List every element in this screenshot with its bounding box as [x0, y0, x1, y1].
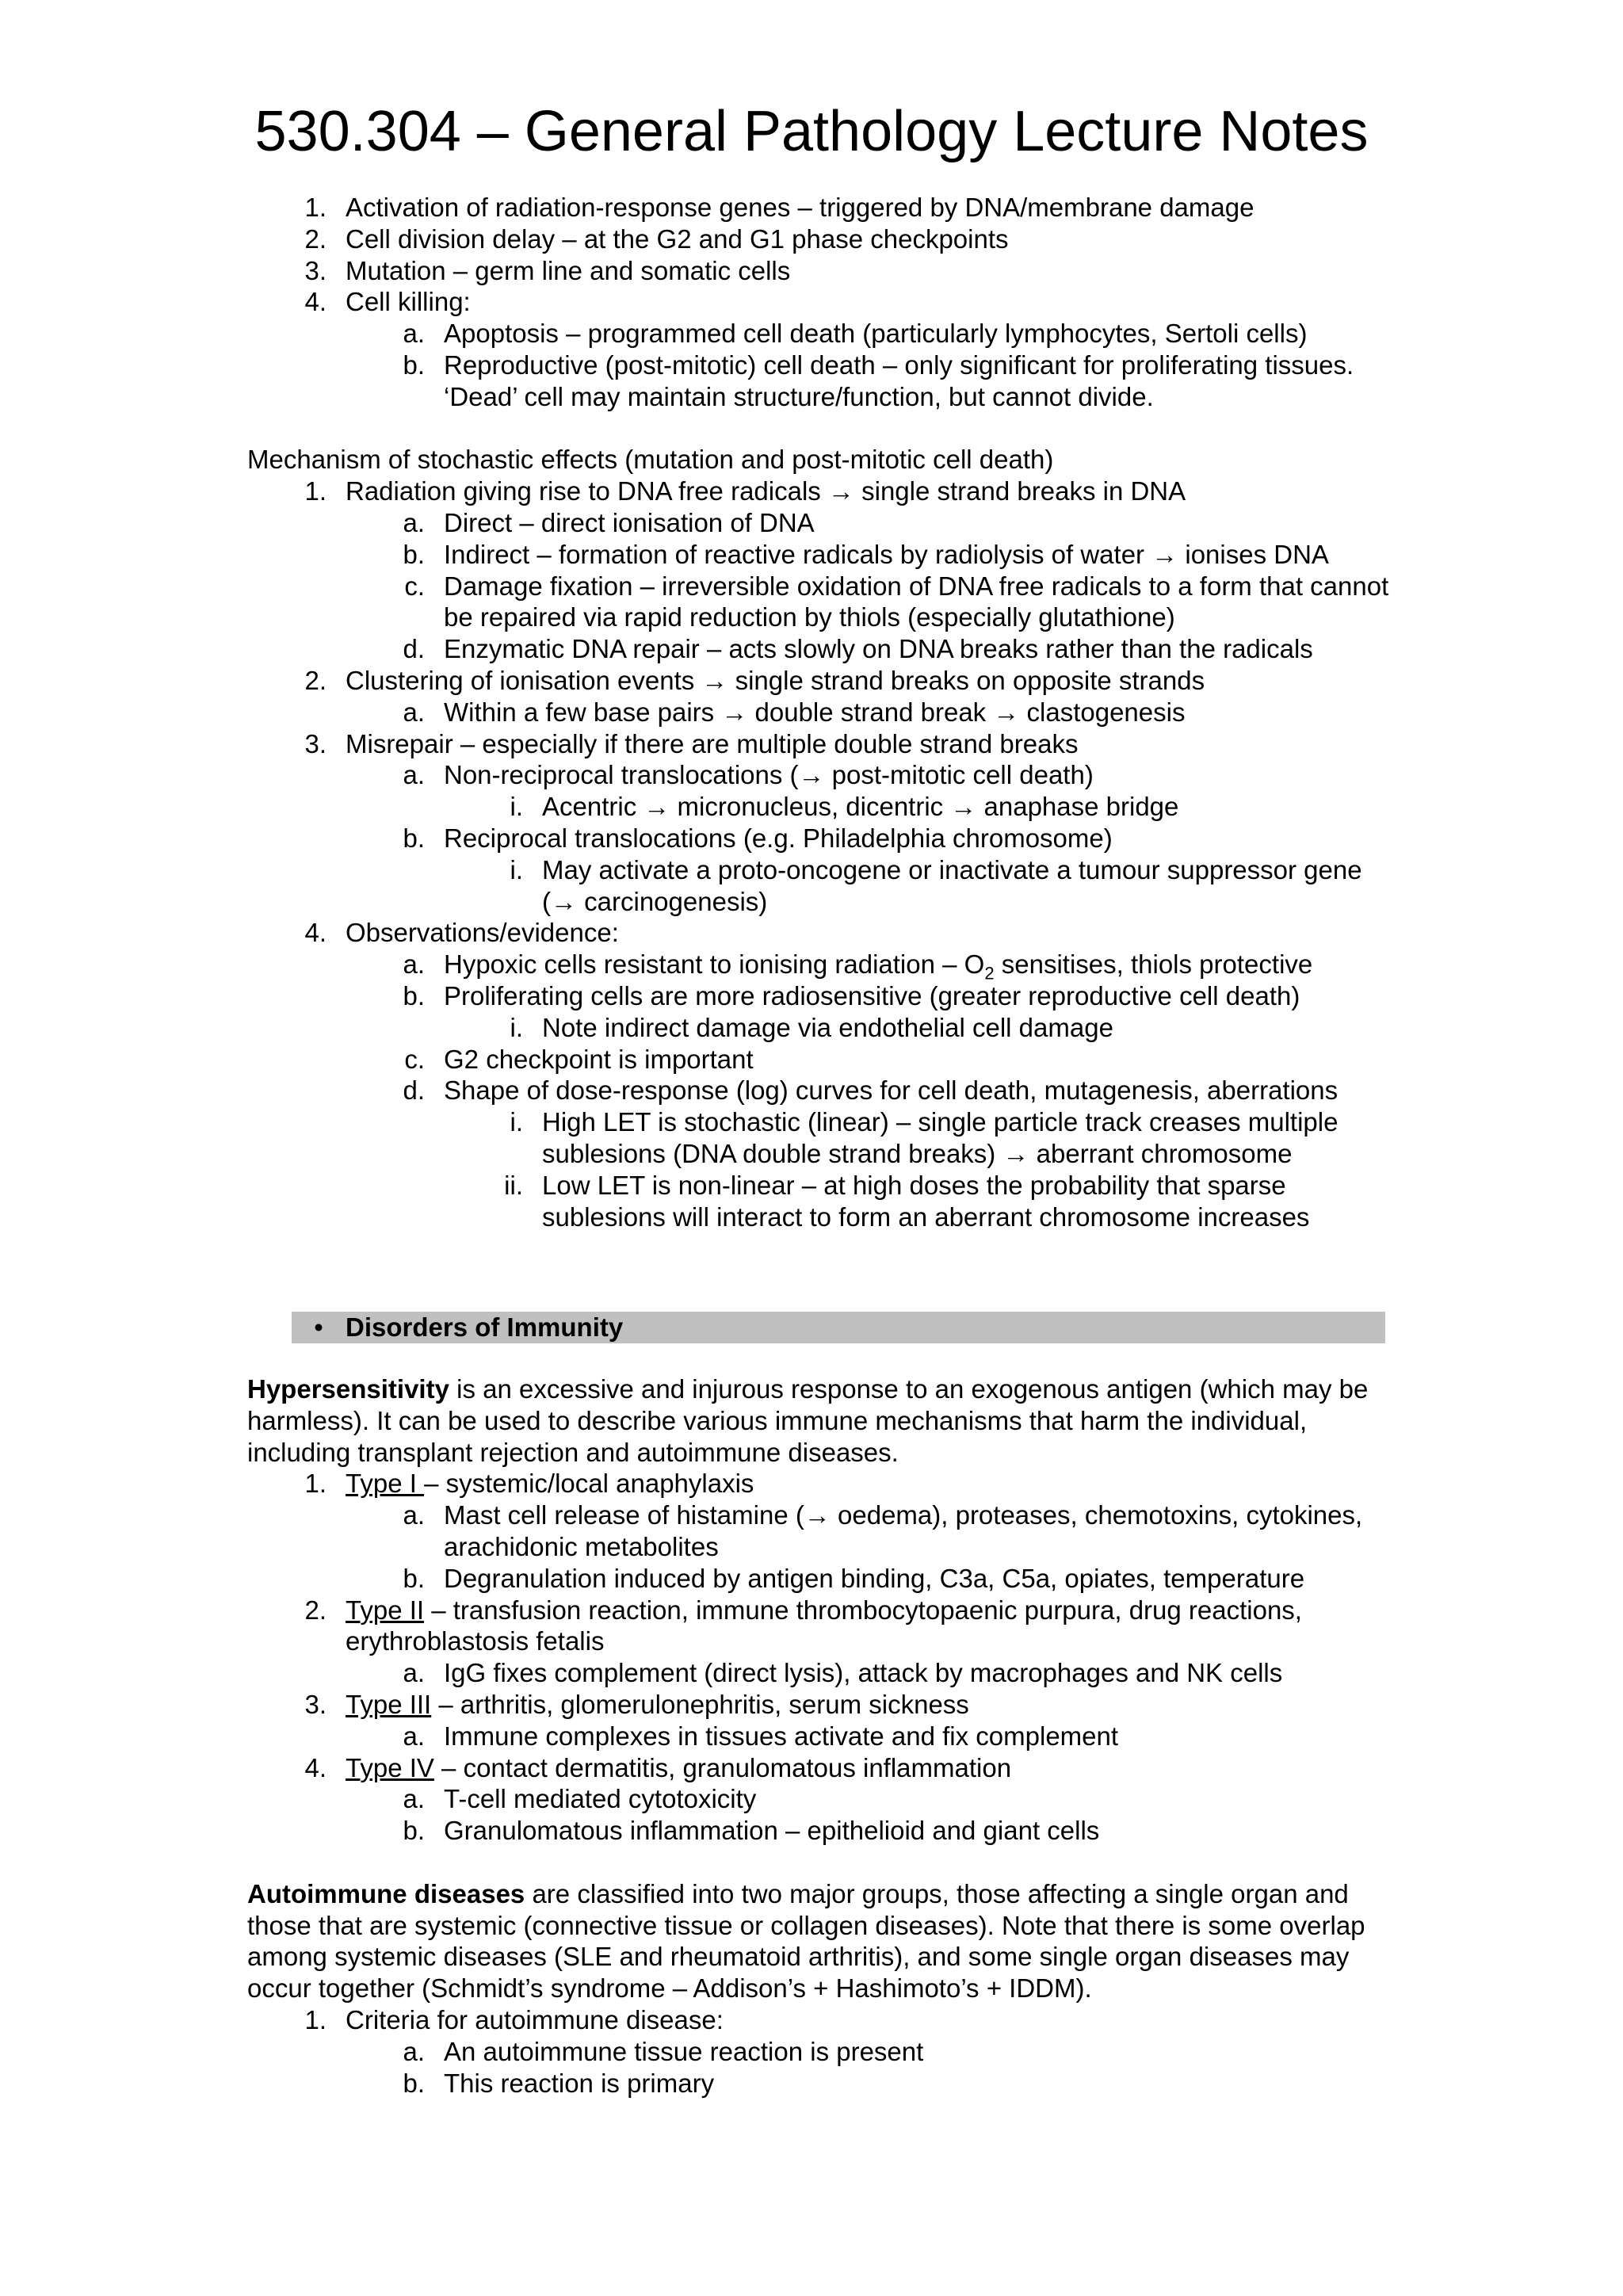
list-item	[247, 1563, 1396, 1595]
list-item-text: Type I – systemic/local anaphylaxis	[346, 1469, 754, 1499]
list-item-text: Mutation – germ line and somatic cells	[346, 255, 791, 285]
list-item-text: Apoptosis – programmed cell death (particularly lymphocytes, Sertoli cells)	[444, 319, 1308, 349]
list-marker: c.	[404, 1044, 425, 1074]
document-body	[247, 192, 1396, 2099]
list-marker: a.	[403, 760, 425, 790]
list-item	[247, 476, 1396, 507]
list-item	[247, 633, 1396, 665]
list-marker: a.	[403, 1500, 425, 1530]
list-item	[247, 1689, 1396, 1721]
list-item-text: Criteria for autoimmune disease:	[346, 2005, 724, 2035]
list-item-text: High LET is stochastic (linear) – single particle track creases multiple sublesions (DNA double strand breaks) → aberrant chromosome	[542, 1107, 1338, 1168]
list-item	[247, 1595, 1396, 1658]
list-item-text: Low LET is non-linear – at high doses the probability that sparse sublesions will interact to form an aberrant chromosome increases	[542, 1170, 1310, 1232]
list-item-text: Degranulation induced by antigen binding, C3a, C5a, opiates, temperature	[444, 1563, 1305, 1593]
list-item-text: Enzymatic DNA repair – acts slowly on DNA breaks rather than the radicals	[444, 634, 1313, 664]
list-marker: b.	[403, 2068, 425, 2098]
list-marker: a.	[403, 1784, 425, 1814]
list-marker: c.	[404, 571, 425, 601]
list-marker: 1.	[304, 2005, 327, 2035]
list-item	[247, 223, 1396, 255]
list-item-text: Damage fixation – irreversible oxidation of DNA free radicals to a form that cannot be repaired via rapid reduction by thiols (especially glutathione)	[444, 571, 1389, 632]
list-item-text: Non-reciprocal translocations (→ post-mitotic cell death)	[444, 760, 1094, 790]
list-item-text: Type II – transfusion reaction, immune thrombocytopaenic purpura, drug reactions, erythroblastosis fetalis	[346, 1595, 1302, 1656]
mechanism-heading: Mechanism of stochastic effects (mutation and post-mitotic cell death)	[247, 445, 1054, 475]
list-marker: b.	[403, 1563, 425, 1593]
list-item-text: Within a few base pairs → double strand break → clastogenesis	[444, 697, 1186, 727]
list-item-text: Clustering of ionisation events → single strand breaks on opposite strands	[346, 665, 1205, 695]
list-item-text: Note indirect damage via endothelial cell damage	[542, 1012, 1113, 1042]
list-item-text: Cell division delay – at the G2 and G1 phase checkpoints	[346, 223, 1009, 254]
term-hypersensitivity: Hypersensitivity	[247, 1374, 449, 1404]
list-marker: a.	[403, 507, 425, 537]
list-item	[247, 318, 1396, 350]
list-item	[247, 1815, 1396, 1847]
list-marker: 1.	[304, 193, 327, 222]
list-item-text: Shape of dose-response (log) curves for cell death, mutagenesis, aberrations	[444, 1075, 1338, 1106]
list-marker: 4.	[304, 918, 327, 948]
list-marker: b.	[403, 823, 425, 853]
list-marker: a.	[403, 2036, 425, 2066]
list-item	[247, 759, 1396, 791]
list-item	[247, 1657, 1396, 1689]
list-marker: 3.	[304, 1690, 327, 1720]
list-item-text: IgG fixes complement (direct lysis), attack by macrophages and NK cells	[444, 1658, 1283, 1688]
list-marker: b.	[403, 1816, 425, 1846]
list-item-text: Misrepair – especially if there are multiple double strand breaks	[346, 728, 1079, 758]
list-marker: 3.	[304, 255, 327, 285]
list-marker: b.	[403, 539, 425, 569]
list-item	[247, 917, 1396, 949]
list-item-text: T-cell mediated cytotoxicity	[444, 1784, 757, 1814]
list-item	[247, 980, 1396, 1012]
list-marker: a.	[403, 1721, 425, 1751]
list-marker: a.	[403, 697, 425, 727]
list-item	[247, 255, 1396, 287]
list-item	[247, 2004, 1396, 2036]
list-item-text: Mast cell release of histamine (→ oedema), proteases, chemotoxins, cytokines, arachidonic metabolites	[444, 1500, 1363, 1562]
list-item	[247, 665, 1396, 697]
autoimmune-paragraph: Autoimmune diseases are classified into two major groups, those affecting a single organ and those that are systemic (connective tissue or collagen diseases). Note that there is some overlap among systemic diseases (SLE and rheumatoid arthritis), and some single organ diseases may occur together (Schmidt’s syndrome – Addison’s + Hashimoto’s + IDDM).	[247, 1878, 1365, 2004]
hypersensitivity-paragraph: Hypersensitivity is an excessive and injurous response to an exogenous antigen (which may be harmless). It can be used to describe various immune mechanisms that harm the individual, including transplant rejection and autoimmune diseases.	[247, 1374, 1369, 1467]
list-item	[247, 1721, 1396, 1752]
list-item-text: Observations/evidence:	[346, 918, 619, 948]
list-item	[247, 1106, 1396, 1170]
list-item	[247, 728, 1396, 760]
list-marker: a.	[403, 949, 425, 980]
list-item	[247, 1012, 1396, 1044]
list-marker: a.	[403, 319, 425, 349]
list-item	[247, 192, 1396, 223]
list-item-text: Radiation giving rise to DNA free radicals → single strand breaks in DNA	[346, 476, 1186, 506]
list-item	[247, 823, 1396, 854]
list-item	[247, 1468, 1396, 1499]
list-marker: 2.	[304, 665, 327, 695]
list-item-text: Activation of radiation-response genes – triggered by DNA/membrane damage	[346, 193, 1254, 222]
list-marker: b.	[403, 350, 425, 380]
list-item	[247, 949, 1396, 984]
list-item	[247, 2068, 1396, 2099]
list-item	[247, 697, 1396, 728]
list-item	[247, 539, 1396, 571]
term-autoimmune-diseases: Autoimmune diseases	[247, 1878, 525, 1908]
list-item-text: Direct – direct ionisation of DNA	[444, 507, 815, 537]
list-marker: i.	[510, 792, 523, 822]
bullet-icon: •	[314, 1312, 323, 1343]
list-marker: d.	[403, 1075, 425, 1106]
list-item-text: Acentric → micronucleus, dicentric → anaphase bridge	[542, 792, 1179, 822]
list-marker: 3.	[304, 728, 327, 758]
list-item-text: Proliferating cells are more radiosensitive (greater reproductive cell death)	[444, 980, 1300, 1010]
list-item	[247, 1075, 1396, 1106]
section-title: Disorders of Immunity	[346, 1312, 624, 1343]
list-item-text: An autoimmune tissue reaction is present	[444, 2036, 924, 2066]
list-marker: 2.	[304, 223, 327, 254]
list-marker: 4.	[304, 287, 327, 317]
list-marker: 4.	[304, 1752, 327, 1782]
list-marker: ii.	[504, 1170, 523, 1200]
list-item	[247, 286, 1396, 318]
list-item	[247, 571, 1396, 634]
list-item	[247, 854, 1396, 918]
list-marker: 1.	[304, 476, 327, 506]
list-item-text: Indirect – formation of reactive radicals by radiolysis of water → ionises DNA	[444, 539, 1329, 569]
list-item	[247, 350, 1396, 413]
list-item-text: May activate a proto-oncogene or inactivate a tumour suppressor gene (→ carcinogenesis)	[542, 854, 1362, 916]
list-item-text: G2 checkpoint is important	[444, 1044, 754, 1074]
list-marker: 1.	[304, 1469, 327, 1499]
list-marker: 2.	[304, 1595, 327, 1625]
list-item	[247, 1783, 1396, 1815]
list-item	[247, 1499, 1396, 1563]
list-item-text: Hypoxic cells resistant to ionising radiation – $O_2$ sensitises, thiols protective	[444, 949, 1313, 984]
page-title: 530.304 – General Pathology Lecture Notes	[254, 100, 1369, 163]
section-header-disorders-of-immunity	[292, 1312, 1385, 1343]
list-item	[247, 1044, 1396, 1075]
list-item-text: Granulomatous inflammation – epithelioid and giant cells	[444, 1816, 1100, 1846]
list-item-text: Immune complexes in tissues activate and fix complement	[444, 1721, 1119, 1751]
list-item-text: Type IV – contact dermatitis, granulomatous inflammation	[346, 1752, 1012, 1782]
list-marker: i.	[510, 1012, 523, 1042]
list-item	[247, 1170, 1396, 1233]
list-item-text: This reaction is primary	[444, 2068, 715, 2098]
list-marker: b.	[403, 980, 425, 1010]
subscript: 2	[984, 963, 995, 984]
list-item-text: Type III – arthritis, glomerulonephritis, serum sickness	[346, 1690, 969, 1720]
list-item-text: Reciprocal translocations (e.g. Philadelphia chromosome)	[444, 823, 1113, 853]
list-marker: a.	[403, 1658, 425, 1688]
list-marker: d.	[403, 634, 425, 664]
list-item	[247, 791, 1396, 823]
list-item	[247, 2036, 1396, 2068]
list-item-text: Cell killing:	[346, 287, 471, 317]
list-item	[247, 1752, 1396, 1784]
list-marker: i.	[510, 1107, 523, 1137]
list-marker: i.	[510, 854, 523, 884]
list-item	[247, 507, 1396, 539]
list-item-text: Reproductive (post-mitotic) cell death – only significant for proliferating tissues. ‘Dead’ cell may maintain structure/function, but cannot divide.	[444, 350, 1354, 411]
